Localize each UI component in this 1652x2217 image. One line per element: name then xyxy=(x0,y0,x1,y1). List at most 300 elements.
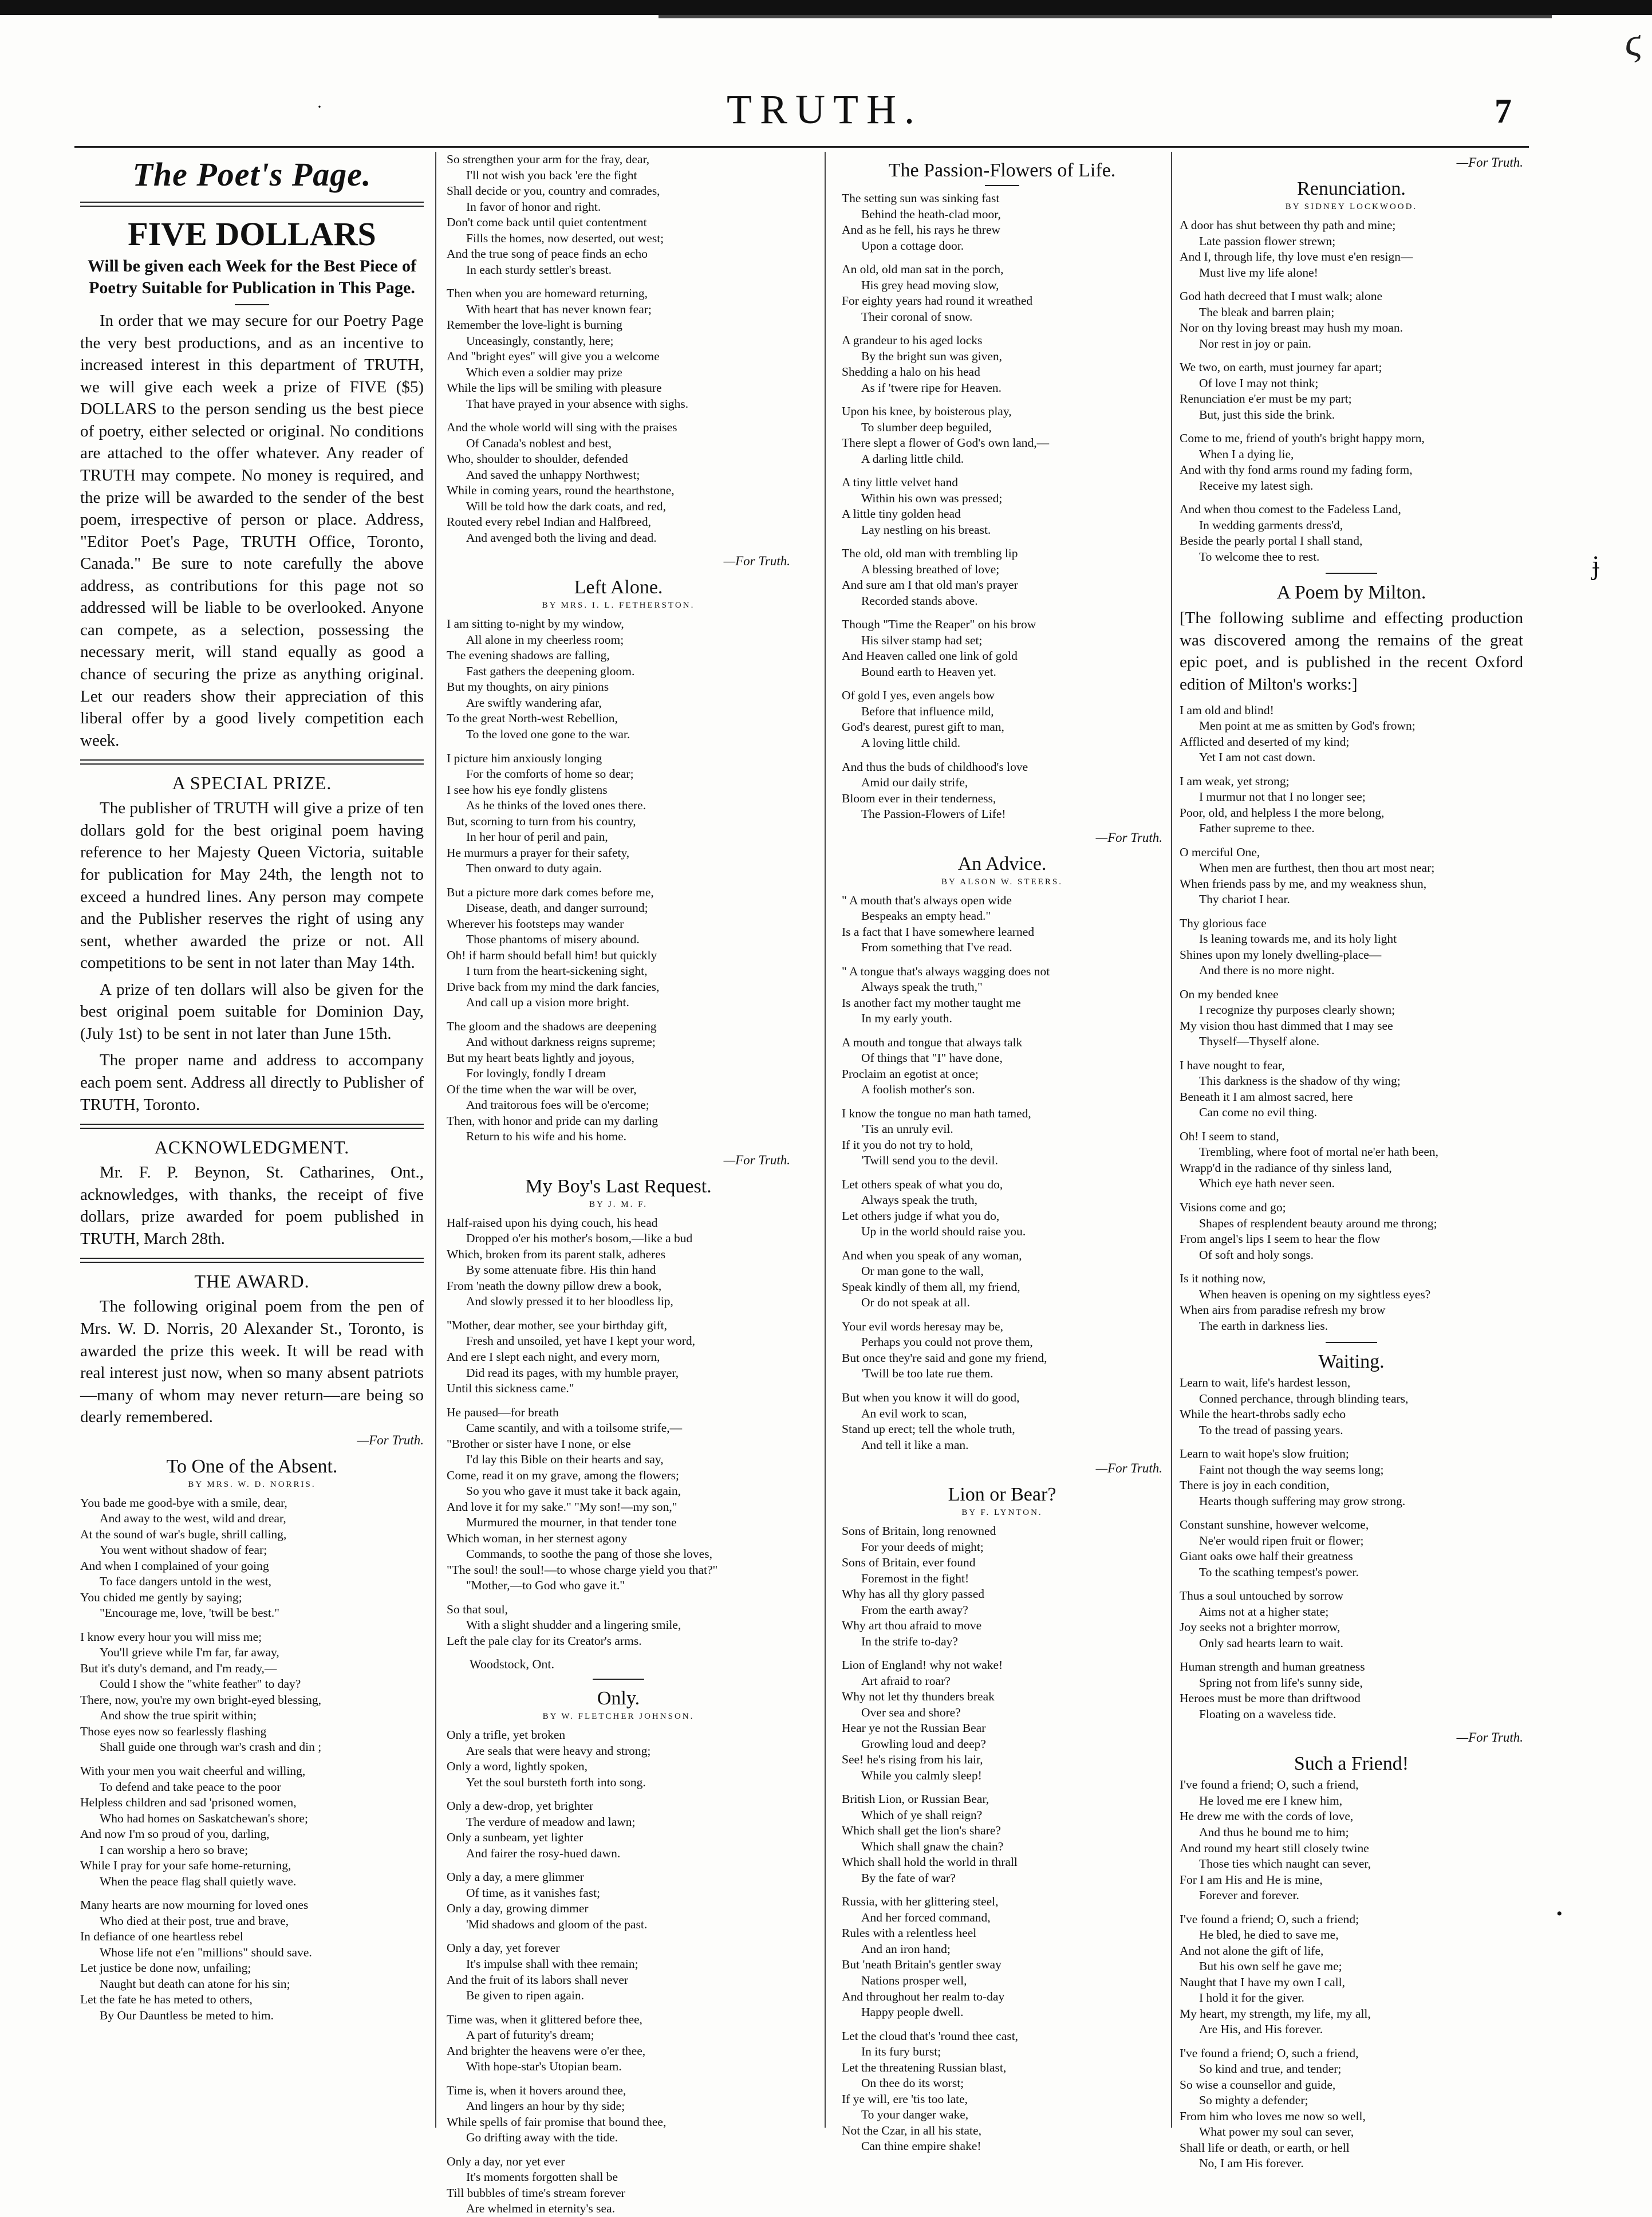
stanza xyxy=(1180,502,1523,565)
poem-line: Whose life not e'en "millions" should save. xyxy=(100,1945,312,1959)
poem-line: And away to the west, wild and drear, xyxy=(100,1511,286,1526)
poem-waiting xyxy=(1180,1375,1523,1722)
poem-line: Why art thou afraid to move xyxy=(842,1619,982,1633)
stanza xyxy=(842,1035,1162,1098)
stanza xyxy=(842,1523,1162,1649)
poem-line: Upon a cottage door. xyxy=(861,238,964,253)
poem-line: A door has shut between thy path and mine; xyxy=(1180,218,1396,232)
poem-line: He paused—for breath xyxy=(447,1405,559,1419)
poem-line: Forever and forever. xyxy=(1199,1888,1299,1903)
poem-line: And tell it like a man. xyxy=(861,1438,969,1452)
stanza xyxy=(1180,1517,1523,1580)
poem-line: So kind and true, and tender; xyxy=(1199,2062,1342,2076)
poem-line: Disease, death, and danger surround; xyxy=(466,901,648,915)
poem-line: Which, broken from its parent stalk, adheres xyxy=(447,1247,666,1261)
stanza xyxy=(447,885,790,1011)
poem-title: Only. xyxy=(597,1688,640,1710)
masthead: TRUTH. xyxy=(727,86,922,132)
poem-line: Beside the pearly portal I shall stand, xyxy=(1180,534,1363,548)
poem-line: Shedding a halo on his head xyxy=(842,365,980,379)
poem-line: Sons of Britain, long renowned xyxy=(842,1524,996,1538)
headline: FIVE DOLLARS xyxy=(128,215,376,253)
poem-line: Stand up erect; tell the whole truth, xyxy=(842,1422,1015,1436)
poem-line: Amid our daily strife, xyxy=(861,775,968,790)
stanza xyxy=(447,1318,790,1397)
poem-line: To welcome thee to rest. xyxy=(1199,549,1320,564)
poem-line: Shall decide or you, country and comrades, xyxy=(447,184,660,198)
poem-line: Half-raised upon his dying couch, his head xyxy=(447,1215,658,1230)
poem-line: It's impulse shall with thee remain; xyxy=(466,1956,638,1971)
stanza xyxy=(1180,987,1523,1050)
poem-line: I have nought to fear, xyxy=(1180,1058,1285,1072)
poem-line: Giant oaks owe half their greatness xyxy=(1180,1549,1353,1564)
stanza xyxy=(842,1319,1162,1382)
poem-line: Which even a soldier may prize xyxy=(466,365,622,379)
poem-line: While I pray for your safe home-returning, xyxy=(80,1858,291,1873)
poem-line: Only a day, a mere glimmer xyxy=(447,1870,584,1884)
award-heading: THE AWARD. xyxy=(194,1271,310,1292)
poem-line: Commands, to soothe the pang of those she loves, xyxy=(466,1547,712,1561)
poem-title: Such a Friend! xyxy=(1294,1753,1409,1775)
stanza xyxy=(1180,218,1523,281)
poem-line: And I, through life, thy love must e'en resign— xyxy=(1180,250,1413,264)
poem-line: Let others speak of what you do, xyxy=(842,1177,1003,1191)
poem-line: When the peace flag shall quietly wave. xyxy=(100,1874,297,1888)
stanza xyxy=(842,1248,1162,1311)
stanza xyxy=(447,1798,790,1861)
poem-line: For your deeds of might; xyxy=(861,1539,984,1554)
stanza xyxy=(842,404,1162,467)
poem-line: I'd lay this Bible on their hearts and say, xyxy=(466,1452,664,1467)
poem-line: Bound earth to Heaven yet. xyxy=(861,664,996,679)
poem-line: Until this sickness came." xyxy=(447,1381,574,1396)
poem-renunciation xyxy=(1180,218,1523,565)
poem-line: Not the Czar, in all his state, xyxy=(842,2123,981,2137)
poem-line: Art afraid to roar? xyxy=(861,1673,951,1688)
poem-line: 'Mid shadows and gloom of the past. xyxy=(466,1917,648,1931)
poem-line: A mouth and tongue that always talk xyxy=(842,1035,1023,1049)
poem-line: No, I am His forever. xyxy=(1199,2156,1304,2171)
poem-line: Why has all thy glory passed xyxy=(842,1587,984,1601)
poem-line: 'Tis an unruly evil. xyxy=(861,1122,953,1136)
poem-line: Of the time when the war will be over, xyxy=(447,1082,637,1096)
poem-line: Is a fact that I have somewhere learned xyxy=(842,924,1035,939)
poem-line: Only sad hearts learn to wait. xyxy=(1199,1636,1343,1650)
stanza xyxy=(447,1940,790,2003)
poem-line: Will be told how the dark coats, and red, xyxy=(466,499,667,513)
stanza xyxy=(447,751,790,877)
stanza xyxy=(447,420,790,546)
poem-line: I've found a friend; O, such a friend; xyxy=(1180,1912,1359,1926)
poem-continued xyxy=(447,152,790,546)
poem-line: To the scathing tempest's power. xyxy=(1199,1565,1359,1579)
poem-line: Hear ye not the Russian Bear xyxy=(842,1721,986,1735)
poem-line: To defend and take peace to the poor xyxy=(100,1779,281,1794)
for-truth-credit: —For Truth. xyxy=(1095,830,1162,845)
poem-line: Russia, with her glittering steel, xyxy=(842,1895,999,1909)
poem-line: And saved the unhappy Northwest; xyxy=(466,467,640,482)
poem-title: An Advice. xyxy=(957,853,1047,875)
poem-line: Of things that "I" have done, xyxy=(861,1051,1003,1065)
poem-line: Constant sunshine, however welcome, xyxy=(1180,1518,1369,1532)
stanza xyxy=(1180,289,1523,352)
poem-line: As if 'twere ripe for Heaven. xyxy=(861,380,1002,395)
poem-line: Only a sunbeam, yet lighter xyxy=(447,1830,583,1845)
poem-by-milton xyxy=(1180,703,1523,1334)
poem-line: Bloom ever in their tenderness, xyxy=(842,791,996,805)
column-1 xyxy=(80,152,424,2128)
poem-line: Or do not speak at all. xyxy=(861,1295,970,1310)
poem-line: Yet I am not cast down. xyxy=(1199,750,1316,765)
poem-line: I picture him anxiously longing xyxy=(447,751,602,765)
poem-line: Nor rest in joy or pain. xyxy=(1199,336,1311,351)
poem-line: Behind the heath-clad moor, xyxy=(861,207,1001,221)
poem-line: Who, shoulder to shoulder, defended xyxy=(447,452,628,466)
stanza xyxy=(842,1657,1162,1783)
poem-line: Learn to wait hope's slow fruition; xyxy=(1180,1447,1349,1461)
poem-line: Thus a soul untouched by sorrow xyxy=(1180,1589,1344,1603)
poem-line: A darling little child. xyxy=(861,451,964,466)
poem-byline: BY MRS. I. L. FETHERSTON. xyxy=(542,601,695,611)
poem-line: And when I complained of your going xyxy=(80,1558,269,1573)
poem-line: Or man gone to the wall, xyxy=(861,1264,984,1278)
poem-title: A Poem by Milton. xyxy=(1276,582,1426,604)
poem-line: Remember the love-light is burning xyxy=(447,318,622,332)
poem-line: Go drifting away with the tide. xyxy=(466,2131,618,2145)
poem-line: "Mother, dear mother, see your birthday gift, xyxy=(447,1318,667,1332)
poem-line: While you calmly sleep! xyxy=(861,1768,982,1782)
poem-line: Naught but death can atone for his sin; xyxy=(100,1976,290,1991)
stanza xyxy=(1180,1777,1523,1903)
poem-line: Come to me, friend of youth's bright happy morn, xyxy=(1180,431,1425,446)
poem-line: Time is, when it hovers around thee, xyxy=(447,2083,626,2097)
margin-pencil-mark: ɉ xyxy=(1592,550,1600,581)
poem-line: Only a day, yet forever xyxy=(447,1941,560,1955)
poem-line: Come, read it on my grave, among the flowers; xyxy=(447,1468,680,1482)
poem-line: His silver stamp had set; xyxy=(861,633,983,647)
poem-line: In its fury burst; xyxy=(861,2045,941,2059)
poem-line: Only a word, lightly spoken, xyxy=(447,1759,588,1774)
stanza xyxy=(842,1106,1162,1169)
poem-line: And the fruit of its labors shall never xyxy=(447,1972,629,1987)
poem-line: For lovingly, fondly I dream xyxy=(466,1066,606,1081)
poem-line: When I a dying lie, xyxy=(1199,447,1294,461)
poem-line: By the fate of war? xyxy=(861,1871,956,1885)
poem-line: While spells of fair promise that bound thee, xyxy=(447,2114,667,2129)
poem-line: And an iron hand; xyxy=(861,1942,951,1956)
poem-line: I'll not wish you back 'ere the fight xyxy=(466,168,637,182)
poem-line: The gloom and the shadows are deepening xyxy=(447,1019,657,1033)
poem-line: Thyself—Thyself alone. xyxy=(1199,1034,1320,1049)
poem-line: He murmurs a prayer for their safety, xyxy=(447,845,630,860)
poem-line: You bade me good-bye with a smile, dear, xyxy=(80,1495,287,1510)
divider xyxy=(1326,573,1377,574)
poem-line: Visions come and go; xyxy=(1180,1200,1286,1214)
stanza xyxy=(1180,2046,1523,2172)
poem-line: A grandeur to his aged locks xyxy=(842,333,983,348)
poem-line: 'Twill send you to the devil. xyxy=(861,1153,998,1168)
poem-line: A tiny little velvet hand xyxy=(842,475,959,490)
poem-line: And avenged both the living and dead. xyxy=(466,530,657,545)
poem-line: This darkness is the shadow of thy wing; xyxy=(1199,1074,1401,1088)
poem-line: See! he's rising from his lair, xyxy=(842,1753,983,1767)
poem-such-a-friend xyxy=(1180,1777,1523,2171)
poem-line: So mighty a defender; xyxy=(1199,2093,1308,2108)
poem-line: Those phantoms of misery abound. xyxy=(466,932,640,947)
poem-line: That have prayed in your absence with sighs. xyxy=(466,396,689,411)
poem-line: Is it nothing now, xyxy=(1180,1271,1266,1286)
poem-line: And there is no more night. xyxy=(1199,963,1335,978)
poem-line: Then when you are homeward returning, xyxy=(447,286,648,301)
poem-line: In her hour of peril and pain, xyxy=(466,830,608,844)
stanza xyxy=(842,759,1162,822)
poem-line: Only a trifle, yet broken xyxy=(447,1728,566,1742)
stanza xyxy=(447,616,790,742)
stanza xyxy=(80,1763,424,1889)
for-truth-credit: —For Truth. xyxy=(723,1152,790,1167)
poem-line: 'Twill be too late rue them. xyxy=(861,1367,993,1381)
stanza xyxy=(447,1405,790,1594)
poem-line: At the sound of war's bugle, shrill calling, xyxy=(80,1527,287,1541)
poem-line: I see how his eye fondly glistens xyxy=(447,782,608,797)
poem-line: Nations prosper well, xyxy=(861,1973,967,1987)
poem-line: Their coronal of snow. xyxy=(861,309,973,324)
poem-line: Recorded stands above. xyxy=(861,593,978,608)
poem-line: And now I'm so proud of you, darling, xyxy=(80,1827,270,1841)
poem-line: The earth in darkness lies. xyxy=(1199,1318,1328,1333)
poem-line: Men point at me as smitten by God's frown; xyxy=(1199,719,1416,733)
poem-line: To slumber deep beguiled, xyxy=(861,420,992,434)
stanza xyxy=(80,1495,424,1621)
stanza xyxy=(842,262,1162,325)
poem-line: Shall life or death, or earth, or hell xyxy=(1180,2140,1350,2155)
poem-line: Oh! if harm should befall him! but quickly xyxy=(447,948,657,962)
poem-line: Beneath it I am almost sacred, here xyxy=(1180,1089,1353,1104)
poem-line: In wedding garments dress'd, xyxy=(1199,518,1343,532)
poem-line: In defiance of one heartless rebel xyxy=(80,1929,243,1944)
poem-byline: BY MRS. W. D. NORRIS. xyxy=(188,1479,316,1489)
poem-line: "Encourage me, love, 'twill be best." xyxy=(100,1606,279,1620)
poem-line: Many hearts are now mourning for loved ones xyxy=(80,1898,309,1912)
poem-line: With a slight shudder and a lingering smile, xyxy=(466,1618,681,1632)
poem-line: Faint not though the way seems long; xyxy=(1199,1462,1384,1476)
poem-line: Those ties which naught can sever, xyxy=(1199,1857,1371,1871)
poem-line: And slowly pressed it to her bloodless lip, xyxy=(466,1294,673,1309)
poem-line: Which eye hath never seen. xyxy=(1199,1176,1335,1191)
poem-line: When men are furthest, then thou art most near; xyxy=(1199,861,1435,875)
poem-line: From 'neath the downy pillow drew a book, xyxy=(447,1278,662,1293)
poem-line: On my bended knee xyxy=(1180,987,1279,1001)
poem-line: Is another fact my mother taught me xyxy=(842,995,1021,1010)
poem-line: He drew me with the cords of love, xyxy=(1180,1809,1354,1824)
special-prize-paragraph-3: The proper name and address to accompany each poem sent. Address all directly to Publisher of TRUTH, Toronto. xyxy=(80,1051,424,1114)
stanza xyxy=(1180,1271,1523,1334)
poem-line: Dropped o'er his mother's bosom,—like a bud xyxy=(466,1231,693,1246)
poem-line: But my heart beats lightly and joyous, xyxy=(447,1050,634,1065)
poem-line: Upon his knee, by boisterous play, xyxy=(842,404,1012,419)
poem-an-advice xyxy=(842,893,1162,1454)
poem-line: Is leaning towards me, and its holy light xyxy=(1199,932,1397,946)
poem-byline: BY W. FLETCHER JOHNSON. xyxy=(542,1712,695,1722)
poem-line: "Brother or sister have I none, or else xyxy=(447,1436,631,1451)
poem-line: Why not let thy thunders break xyxy=(842,1690,995,1704)
poem-line: Your evil words heresay may be, xyxy=(842,1319,1004,1333)
stanza xyxy=(1180,774,1523,837)
poem-line: God hath decreed that I must walk; alone xyxy=(1180,289,1383,304)
poem-line: Sons of Britain, ever found xyxy=(842,1556,976,1570)
poem-line: For I am His and He is mine, xyxy=(1180,1872,1323,1887)
poem-line: Always speak the truth, xyxy=(861,1193,978,1207)
divider xyxy=(80,1258,424,1263)
poem-line: And the whole world will sing with the praises xyxy=(447,420,677,435)
poem-line: My heart, my strength, my life, my all, xyxy=(1180,2006,1371,2021)
poem-line: If it you do not try to hold, xyxy=(842,1137,973,1152)
poem-line: A loving little child. xyxy=(861,735,961,750)
poem-line: While in coming years, round the hearthstone, xyxy=(447,483,675,498)
poem-line: An old, old man sat in the porch, xyxy=(842,262,1004,277)
poem-line: Growling loud and deep? xyxy=(861,1736,986,1751)
divider xyxy=(1326,1342,1377,1343)
section-title: The Poet's Page. xyxy=(132,156,372,193)
poem-line: But, just this side the brink. xyxy=(1199,407,1335,422)
poem-line: Can come no evil thing. xyxy=(1199,1105,1318,1120)
poem-line: Heroes must be more than driftwood xyxy=(1180,1691,1361,1706)
poem-only xyxy=(447,1727,790,2216)
poem-line: He bled, he died to save me, xyxy=(1199,1928,1339,1942)
stanza xyxy=(1180,1446,1523,1509)
poem-line: I know the tongue no man hath tamed, xyxy=(842,1106,1031,1120)
poem-line: With your men you wait cheerful and willing, xyxy=(80,1764,306,1778)
poem-line: And thus he bound me to him; xyxy=(1199,1825,1349,1839)
poem-line: To your danger wake, xyxy=(861,2108,969,2122)
poem-line: Are whelmed in eternity's sea. xyxy=(466,2202,615,2216)
poem-line: And traitorous foes will be o'ercome; xyxy=(466,1098,649,1112)
poem-line: For the comforts of home so dear; xyxy=(466,767,634,781)
poem-line: By the bright sun was given, xyxy=(861,349,1003,363)
poem-line: I am old and blind! xyxy=(1180,703,1274,717)
poem-line: "The soul! the soul!—to whose charge yield you that?" xyxy=(447,1562,718,1577)
poem-line: And lingers an hour by thy side; xyxy=(466,2099,625,2113)
poem-line: British Lion, or Russian Bear, xyxy=(842,1792,989,1806)
poem-line: " A mouth that's always open wide xyxy=(842,893,1012,907)
poem-byline: BY SIDNEY LOCKWOOD. xyxy=(1285,202,1418,211)
divider xyxy=(985,185,1019,186)
poem-line: To the loved one gone to the war. xyxy=(466,727,630,741)
poem-line: Who had homes on Saskatchewan's shore; xyxy=(100,1811,308,1825)
acknowledgment-heading: ACKNOWLEDGMENT. xyxy=(154,1137,350,1158)
poem-line: But when you know it will do good, xyxy=(842,1391,1020,1404)
poem-line: Let justice be done now, unfailing; xyxy=(80,1961,251,1975)
poem-line: Trembling, where foot of mortal ne'er hath been, xyxy=(1199,1145,1439,1159)
divider xyxy=(80,1124,424,1129)
milton-introduction: [The following sublime and effecting production was discovered among the remains of the great epic poet, and is published in the recent Oxford edition of Milton's works:] xyxy=(1180,609,1523,694)
for-truth-credit: —For Truth. xyxy=(357,1432,424,1447)
poem-line: Shines upon my lonely dwelling-place— xyxy=(1180,947,1382,962)
poem-line: Late passion flower strewn; xyxy=(1199,234,1336,248)
stanza xyxy=(447,2154,790,2217)
award-paragraph: The following original poem from the pen of Mrs. W. D. Norris, 20 Alexander St., Toronto, is awarded the prize this week. It will be read with real interest just now, when so many absent patriots—many of whom may never return—are being so dearly remembered. xyxy=(80,1297,424,1427)
column-rule-2 xyxy=(825,152,826,2128)
poem-line: Joy seeks not a brighter morrow, xyxy=(1180,1620,1340,1635)
poem-line: Routed every rebel Indian and Halfbreed, xyxy=(447,515,651,529)
poem-line: From angel's lips I seem to hear the flow xyxy=(1180,1232,1381,1246)
poem-line: Aims not at a higher state; xyxy=(1199,1604,1329,1619)
poem-line: Always speak the truth," xyxy=(861,980,983,994)
poem-line: All alone in my cheerless room; xyxy=(466,632,624,647)
poem-line: Fills the homes, now deserted, out west; xyxy=(466,231,664,245)
poem-line: Fast gathers the deepening gloom. xyxy=(466,664,635,678)
poem-line: Which shall get the lion's share? xyxy=(842,1824,1001,1838)
poem-line: While the lips will be smiling with pleasure xyxy=(447,381,662,395)
poem-line: An evil work to scan, xyxy=(861,1406,967,1420)
poem-line: And thus the buds of childhood's love xyxy=(842,759,1028,774)
poem-title: Waiting. xyxy=(1318,1351,1385,1373)
stanza xyxy=(842,688,1162,751)
acknowledgment-paragraph: Mr. F. P. Beynon, St. Catharines, Ont., acknowledges, with thanks, the receipt of five dollars, prize awarded for poem published in TRUTH, March 28th. xyxy=(80,1163,424,1248)
page-number: 7 xyxy=(1495,92,1512,130)
poem-line: Time was, when it glittered before thee, xyxy=(447,2012,642,2026)
poem-line: And call up a vision more bright. xyxy=(466,995,629,1010)
poem-line: Nor on thy loving breast may hush my moan. xyxy=(1180,321,1403,335)
poem-line: Let the fate he has meted to others, xyxy=(80,1992,253,2007)
stanza xyxy=(842,1177,1162,1240)
poem-line: And without darkness reigns supreme; xyxy=(466,1035,656,1049)
poem-line: Let the threatening Russian blast, xyxy=(842,2060,1007,2074)
poem-line: Ne'er would ripen fruit or flower; xyxy=(1199,1533,1364,1547)
stanza xyxy=(1180,1129,1523,1192)
poem-line: Unceasingly, constantly, here; xyxy=(466,333,614,348)
poem-line: If ye will, ere 'tis too late, xyxy=(842,2092,968,2106)
stanza xyxy=(842,1791,1162,1886)
poem-line: Let the cloud that's 'round thee cast, xyxy=(842,2029,1019,2043)
stanza xyxy=(1180,1058,1523,1121)
poem-line: Till bubbles of time's stream forever xyxy=(447,2186,625,2200)
stanza xyxy=(447,1869,790,1932)
poem-line: I murmur not that I no longer see; xyxy=(1199,790,1366,804)
poem-line: A foolish mother's son. xyxy=(861,1082,975,1097)
poem-line: Helpless children and sad 'prisoned women, xyxy=(80,1795,297,1810)
column-3 xyxy=(842,152,1162,2153)
poem-byline: BY F. LYNTON. xyxy=(961,1508,1043,1518)
poem-line: Came scantily, and with a toilsome strife,— xyxy=(466,1421,683,1435)
poem-line: And "bright eyes" will give you a welcome xyxy=(447,349,660,364)
special-prize-paragraph: The publisher of TRUTH will give a prize of ten dollars gold for the best original poem having reference to her Majesty Queen Victoria, suitable for publication for May 24th, the length not to exceed a hundred lines. Any person may compete and the Publisher reserves the right of using any sent, whether awarded the prize or not. All competitions to be sent in not later than May 14th. xyxy=(80,799,424,972)
special-prize-heading: A SPECIAL PRIZE. xyxy=(172,773,332,794)
poem-line: Renunciation e'er must be my part; xyxy=(1180,392,1352,406)
poem-line: As he thinks of the loved ones there. xyxy=(466,798,646,813)
stanza xyxy=(1180,1375,1523,1438)
poem-line: So you who gave it must take it back again, xyxy=(466,1484,681,1498)
poem-line: But once they're said and gone my friend, xyxy=(842,1350,1047,1365)
poem-line: Yet the soul bursteth forth into song. xyxy=(466,1775,646,1789)
poem-line: But my thoughts, on airy pinions xyxy=(447,680,609,694)
poem-line: Over sea and shore? xyxy=(861,1705,961,1719)
stanza xyxy=(842,2029,1162,2155)
poem-line: A part of futurity's dream; xyxy=(466,2028,594,2042)
column-rule-1 xyxy=(435,152,436,2128)
stanza xyxy=(842,893,1162,956)
for-truth-credit: —For Truth. xyxy=(1456,1730,1523,1745)
column-2 xyxy=(447,152,790,2216)
for-truth-credit: —For Truth. xyxy=(723,554,790,569)
poem-line: From something that I've read. xyxy=(861,940,1012,955)
poem-line: To the tread of passing years. xyxy=(1199,1423,1343,1437)
column-4 xyxy=(1180,152,1523,2171)
stanza xyxy=(447,286,790,412)
special-prize-paragraph-2: A prize of ten dollars will also be given for the best original poem suitable for Dominion Day, (July 1st) to be sent in not later than June 15th. xyxy=(80,980,424,1043)
poem-line: And when you speak of any woman, xyxy=(842,1248,1022,1262)
poem-line: There slept a flower of God's own land,— xyxy=(842,436,1050,450)
